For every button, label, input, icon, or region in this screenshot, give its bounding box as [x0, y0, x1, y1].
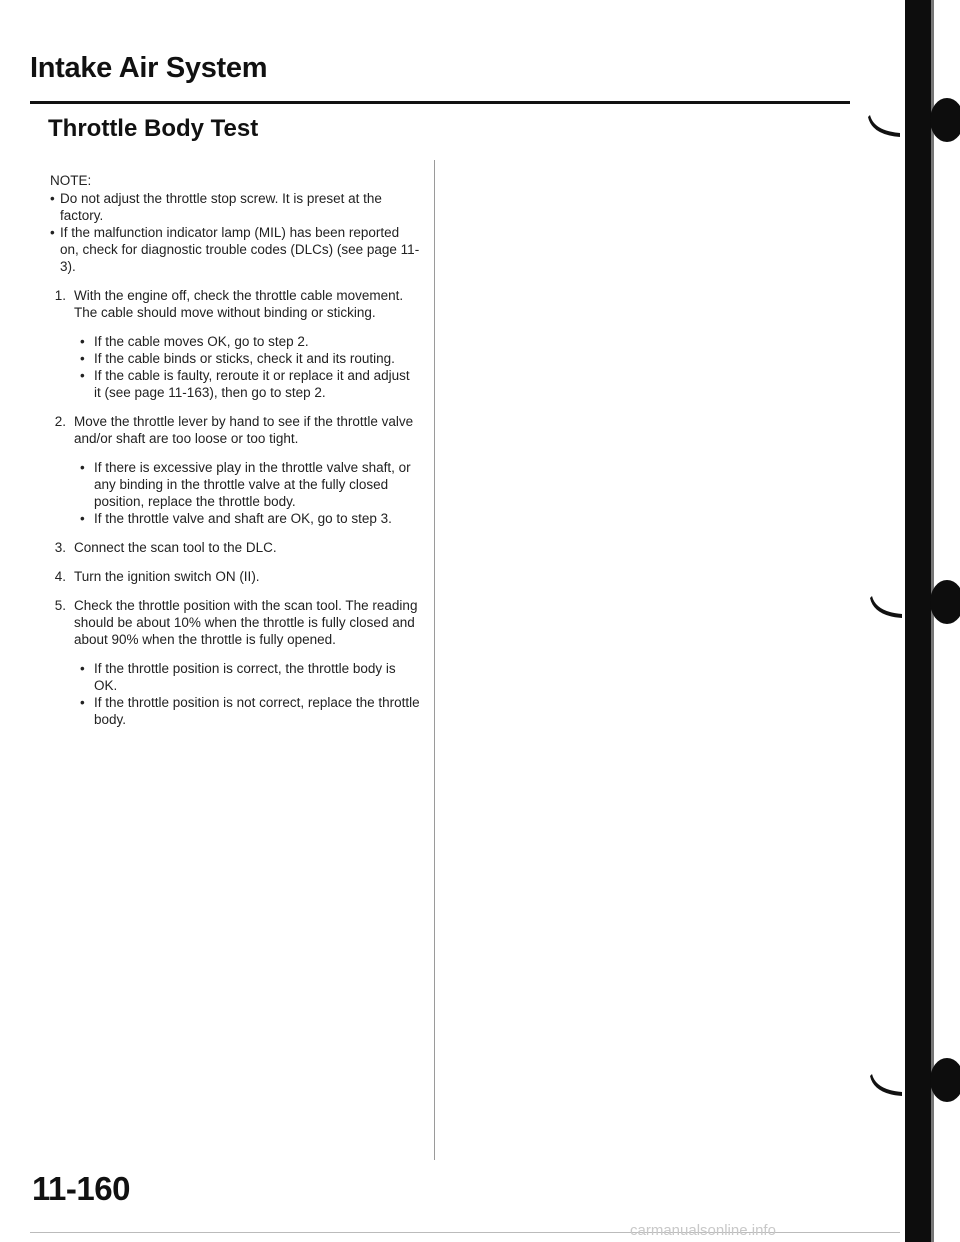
step-3	[50, 539, 420, 556]
page-number: 11-160	[32, 1170, 130, 1207]
index-tab-mark	[870, 594, 904, 618]
binding-hole	[930, 1058, 960, 1102]
note-item: • If the malfunction indicator lamp (MIL) has been reported on, check for diagnostic trouble codes (DLCs) (see page 11-3).	[50, 224, 420, 275]
step-text: Connect the scan tool to the DLC.	[74, 540, 277, 555]
step-text: With the engine off, check the throttle cable movement. The cable should move without binding or sticking.	[74, 288, 404, 320]
step-text: Check the throttle position with the scan tool. The reading should be about 10% when the throttle is fully closed and about 90% when the throttle is fully opened.	[74, 598, 418, 647]
sub-item: • If the cable binds or sticks, check it and its routing.	[80, 350, 420, 367]
step-number: 1.	[54, 288, 66, 303]
step-number: 3.	[54, 540, 66, 555]
step-text: Move the throttle lever by hand to see if the throttle valve and/or shaft are too loose or too tight.	[74, 414, 414, 446]
step-sub-list	[74, 660, 420, 728]
sub-item: • If the cable moves OK, go to step 2.	[80, 333, 420, 350]
sub-item: • If the throttle position is not correct, replace the throttle body.	[80, 694, 420, 728]
watermark: carmanualsonline.info	[630, 1222, 776, 1239]
step-number: 5.	[54, 598, 66, 613]
step-1	[50, 287, 420, 401]
step-list	[50, 287, 420, 728]
index-tab-mark	[870, 1072, 904, 1096]
binding-hole	[930, 98, 960, 142]
sub-item: • If the throttle valve and shaft are OK, go to step 3.	[80, 510, 420, 527]
step-number: 4.	[54, 569, 66, 584]
step-number: 2.	[54, 414, 66, 429]
procedure-body	[50, 172, 420, 740]
step-4	[50, 568, 420, 585]
procedure-title: Throttle Body Test	[48, 115, 259, 142]
binding-bar	[905, 0, 931, 1242]
note-item: • Do not adjust the throttle stop screw. It is preset at the factory.	[50, 190, 420, 224]
sub-item: • If the throttle position is correct, the throttle body is OK.	[80, 660, 420, 694]
step-5	[50, 597, 420, 728]
step-sub-list	[74, 459, 420, 527]
column-divider	[434, 160, 435, 1160]
binding-edge	[931, 0, 934, 1242]
note-list	[50, 190, 420, 275]
section-title: Intake Air System	[30, 52, 268, 84]
step-text: Turn the ignition switch ON (II).	[74, 569, 260, 584]
note-label: NOTE:	[50, 173, 92, 188]
step-sub-list	[74, 333, 420, 401]
binding-hole	[930, 580, 960, 624]
sub-item: • If the cable is faulty, reroute it or replace it and adjust it (see page 11-163), then go to step 2.	[80, 367, 420, 401]
index-tab-mark	[868, 113, 902, 137]
title-rule	[30, 101, 850, 104]
step-2	[50, 413, 420, 527]
sub-item: • If there is excessive play in the throttle valve shaft, or any binding in the throttle valve at the fully closed position, replace the throttle body.	[80, 459, 420, 510]
